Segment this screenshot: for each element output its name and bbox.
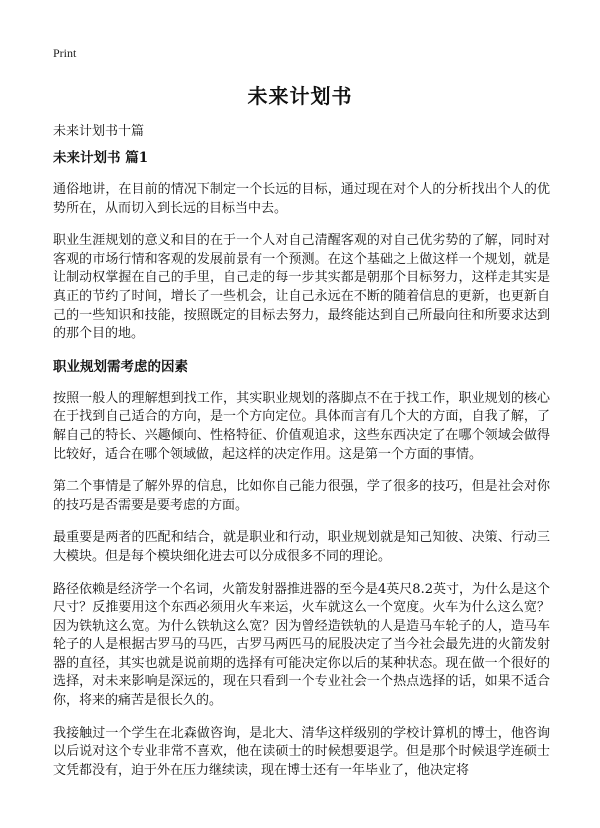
paragraph: 职业生涯规划的意义和目的在于一个人对自己清醒客观的对自己优劣势的了解，同时对客观的市场行情和客观的发展前景有一个预测。在这个基础之上做这样一个规划，就是让制动权掌握在自己的手里，自己走的每一步其实都是朝那个目标努力，这样走其实是真正的节约了时间，增长了一些机会，让自己永远在不断的随着信息的更新，也更新自己的一些知识和技能，按照既定的目标去努力，最终能达到自己所最向往和所要求达到的那个目的地。: [53, 233, 550, 342]
section-heading-1: 未来计划书 篇1: [53, 150, 149, 166]
paragraph: 按照一般人的理解想到找工作，其实职业规划的落脚点不在于找工作，职业规划的核心在于找到自己适合的方向，是一个方向定位。具体而言有几个大的方面，自我了解，了解自己的特长、兴趣倾向、性格特征、价值观追求，这些东西决定了在哪个领域会做得比较好，适合在哪个领域做，起这样的决定作用。这是第一个方面的事情。: [53, 390, 550, 462]
paragraph: 我接触过一个学生在北森做咨询，是北大、清华这样级别的学校计算机的博士，他咨询以后说对这个专业非常不喜欢，他在读硕士的时候想要退学。但是那个时候退学连硕士文凭都没有，迫于外在压力继续读，现在博士还有一年毕业了，他决定将: [53, 725, 550, 778]
paragraph: 通俗地讲，在目前的情况下制定一个长远的目标，通过现在对个人的分析找出个人的优势所在，从而切入到长远的目标当中去。: [53, 182, 550, 216]
document-body: [53, 149, 550, 794]
paragraph: 路径依赖是经济学一个名词，火箭发射器推进器的至今是4英尺8.2英寸，为什么是这个尺寸？反推要用这个东西必须用火车来运，火车就这么一个宽度。火车为什么这么宽？因为铁轨这么宽。为什么铁轨这么宽？因为曾经造铁轨的人是造马车轮子的人，造马车轮子的人是根据古罗马的马匹，古罗马两匹马的屁股决定了当今社会最先进的火箭发射器的直径，其实也就是说前期的选择有可能决定你以后的某种状态。现在做一个很好的选择，对未来影响是深远的，现在只看到一个专业社会一个热点选择的话，如果不适合你，将来的痛苦是很长久的。: [53, 581, 550, 709]
document-subtitle: 未来计划书十篇: [53, 124, 145, 139]
paragraph: 第二个事情是了解外界的信息，比如你自己能力很强，学了很多的技巧，但是社会对你的技巧是否需要是要考虑的方面。: [53, 479, 550, 513]
section-heading-2: 职业规划需考虑的因素: [53, 358, 188, 375]
document-title: 未来计划书: [247, 84, 353, 108]
print-link[interactable]: Print: [53, 46, 77, 60]
paragraph: 最重要是两者的匹配和结合，就是职业和行动，职业规划就是知己知彼、决策、行动三大模块。但是每个模块细化进去可以分成很多不同的理论。: [53, 530, 550, 564]
